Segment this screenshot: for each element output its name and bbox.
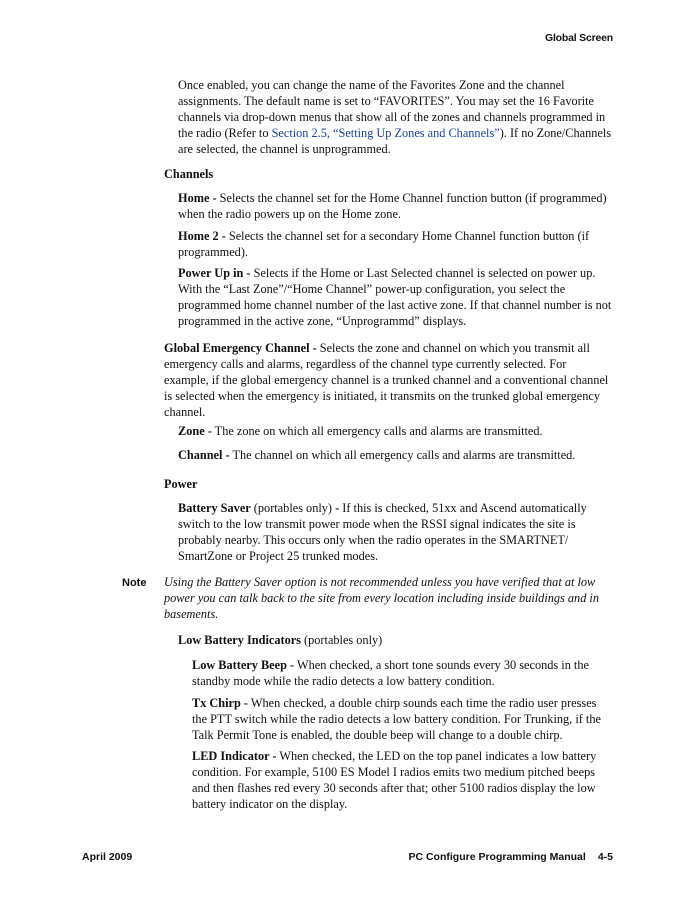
- power-heading: Power: [164, 477, 198, 491]
- battery-saver-label: Battery Saver: [178, 501, 251, 515]
- low-battery-beep-label: Low Battery Beep -: [192, 658, 295, 672]
- battery-saver-qualifier: (portables only): [250, 501, 333, 515]
- battery-saver-paragraph: [178, 501, 614, 565]
- global-emergency-label: Global Emergency Channel -: [164, 341, 317, 355]
- zone-paragraph: [178, 424, 614, 440]
- intro-paragraph: [178, 78, 614, 158]
- battery-saver-text: If this is checked, 51xx and Ascend automatically switch to the low transmit power mode when the RSSI signal indicates the site is probably nearby. This occurs only when the radio operates in the SMARTNET/ SmartZone or Project 25 trunked modes.: [178, 501, 587, 563]
- intro-text-2: ). If no Zone/Channels are selected, the channel is unprogrammed.: [178, 125, 612, 156]
- note-text: Using the Battery Saver option is not recommended unless you have verified that at low power you can talk back to the site from every location including inside buildings and in basements.: [164, 575, 599, 621]
- footer-date: April 2009: [82, 851, 133, 863]
- tx-chirp-label: Tx Chirp -: [192, 696, 249, 710]
- section-2-5-link[interactable]: Section 2.5, “Setting Up Zones and Channels”: [271, 125, 500, 140]
- intro-text-1: Once enabled, you can change the name of the Favorites Zone and the channel assignments. The default name is set to “FAVORITES”. You may set the 16 Favorite channels via drop-down menus that show all of the zones and channels programmed in the radio (Refer to: [178, 78, 606, 140]
- channel-paragraph: [178, 448, 614, 464]
- footer-page-number: 4-5: [597, 851, 613, 863]
- zone-text: The zone on which all emergency calls and alarms are transmitted.: [211, 424, 543, 438]
- low-battery-label: Low Battery Indicators: [178, 633, 301, 647]
- channel-text: The channel on which all emergency calls and alarms are transmitted.: [229, 448, 576, 462]
- battery-saver-dash: -: [332, 501, 340, 515]
- zone-label: Zone -: [178, 424, 212, 438]
- low-battery-paragraph: [178, 633, 614, 649]
- led-indicator-label: LED Indicator -: [192, 749, 277, 763]
- note-label: Note: [122, 577, 147, 589]
- low-battery-qualifier: (portables only): [300, 633, 383, 647]
- footer-manual-title: PC Configure Programming Manual: [408, 851, 586, 863]
- low-battery-beep-paragraph: [192, 658, 614, 690]
- home-text: Selects the channel set for the Home Channel function button (if programmed) when the radio powers up on the Home zone.: [178, 191, 607, 221]
- home-label: Home -: [178, 191, 217, 205]
- running-header: Global Screen: [544, 32, 613, 44]
- footer-title-page: [408, 850, 613, 866]
- home2-paragraph: [178, 229, 614, 261]
- home-paragraph: [178, 191, 614, 223]
- tx-chirp-text: When checked, a double chirp sounds each time the radio user presses the PTT switch while the radio detects a low battery condition. For Trunking, if the Talk Permit Tone is enabled, the double beep will change to a double chirp.: [192, 696, 601, 742]
- channels-heading: Channels: [164, 167, 214, 181]
- tx-chirp-paragraph: [192, 696, 614, 744]
- power-up-text: Selects if the Home or Last Selected channel is selected on power up. With the “Last Zone”/“Home Channel” power-up configuration, you select the programmed home channel number of the last active zone. If that channel number is not programmed in the active zone, “Unprogrammd” displays.: [178, 266, 612, 328]
- power-up-label: Power Up in -: [178, 266, 251, 280]
- home2-label: Home 2 -: [178, 229, 226, 243]
- low-battery-beep-text: When checked, a short tone sounds every 30 seconds in the standby mode while the radio detects a low battery condition.: [192, 658, 589, 688]
- home2-text: Selects the channel set for a secondary Home Channel function button (if programmed).: [178, 229, 590, 259]
- channel-label: Channel -: [178, 448, 230, 462]
- led-indicator-paragraph: [192, 749, 614, 813]
- global-emergency-paragraph: [164, 341, 614, 421]
- led-indicator-text: When checked, the LED on the top panel indicates a low battery condition. For example, 5100 ES Model I radios emits two medium pitched beeps and then flashes red every 30 seconds after that; other 5100 radios display the low battery indicator on the display.: [192, 749, 597, 811]
- power-up-paragraph: [178, 266, 614, 330]
- global-emergency-text: Selects the zone and channel on which you transmit all emergency calls and alarms, regardless of the channel type currently selected. For example, if the global emergency channel is a trunked channel and a conventional channel is selected when the emergency is initiated, it transmits on the trunked global emergency channel.: [164, 341, 609, 419]
